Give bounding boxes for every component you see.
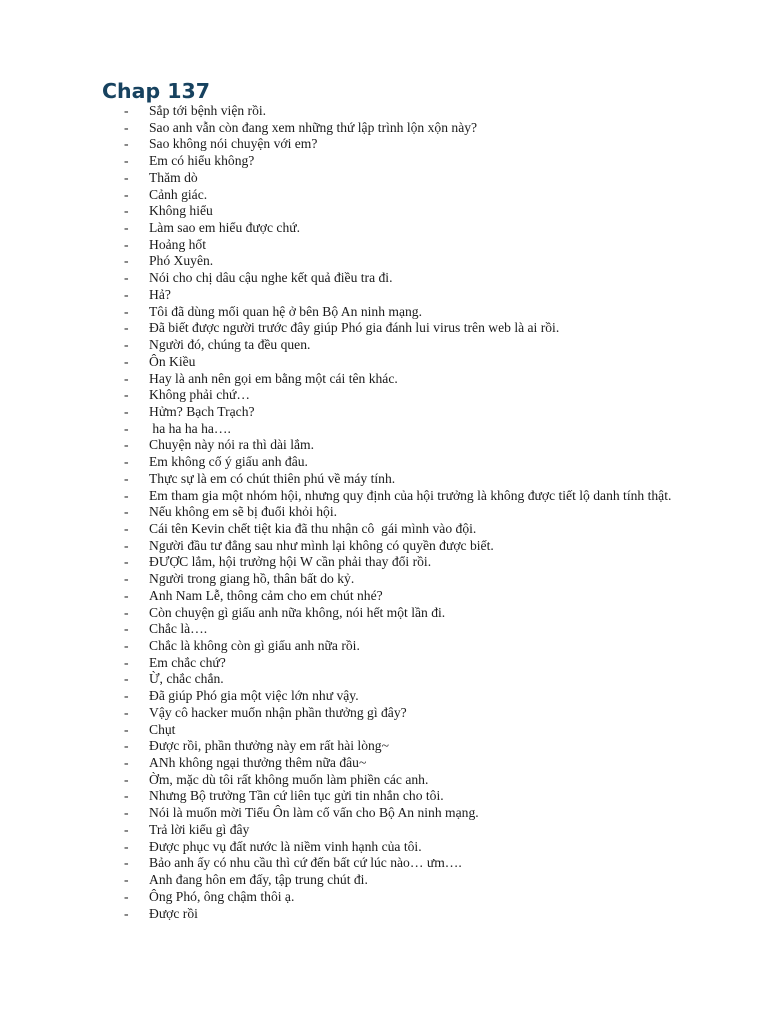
dialogue-line-text: ha ha ha ha…. xyxy=(149,420,231,436)
dialogue-line-text: Ờm, mặc dù tôi rất không muốn làm phiền các anh. xyxy=(149,771,429,787)
list-item xyxy=(0,320,768,337)
list-item xyxy=(0,270,768,287)
list-bullet-dash: - xyxy=(124,220,129,236)
list-item xyxy=(0,304,768,321)
dialogue-line-text: Nói cho chị dâu cậu nghe kết quả điều tra đi. xyxy=(149,270,393,286)
dialogue-line-text: Chụt xyxy=(149,721,176,737)
list-item xyxy=(0,554,768,571)
dialogue-line-text: Ông Phó, ông chậm thôi ạ. xyxy=(149,888,295,904)
list-item xyxy=(0,337,768,354)
list-bullet-dash: - xyxy=(124,520,129,536)
list-bullet-dash: - xyxy=(124,554,129,570)
list-item xyxy=(0,906,768,923)
list-item xyxy=(0,253,768,270)
dialogue-line-text: Sao anh vẫn còn đang xem những thứ lập trình lộn xộn này? xyxy=(149,119,478,135)
dialogue-line-text: Không phải chứ… xyxy=(149,387,250,403)
list-bullet-dash: - xyxy=(124,337,129,353)
list-bullet-dash: - xyxy=(124,103,129,118)
dialogue-line-text: Em có hiểu không? xyxy=(149,153,255,169)
dialogue-line-text: Được rồi, phần thưởng này em rất hài lòng~ xyxy=(149,738,389,754)
list-bullet-dash: - xyxy=(124,671,129,687)
dialogue-line-text: Nếu không em sẽ bị đuổi khỏi hội. xyxy=(149,504,338,520)
dialogue-line-text: Vậy cô hacker muốn nhận phần thưởng gì đây? xyxy=(149,704,407,720)
dialogue-line-text: Được rồi xyxy=(149,905,198,921)
list-item xyxy=(0,705,768,722)
dialogue-line-text: Thăm dò xyxy=(149,169,198,185)
list-item xyxy=(0,437,768,454)
dialogue-line-text: Anh Nam Lễ, thông cảm cho em chút nhé? xyxy=(149,587,383,603)
list-bullet-dash: - xyxy=(124,186,129,202)
dialogue-line-text: Hay là anh nên gọi em bằng một cái tên khác. xyxy=(149,370,398,386)
list-item xyxy=(0,153,768,170)
list-bullet-dash: - xyxy=(124,303,129,319)
dialogue-line-text: Người trong giang hồ, thân bất do kỷ. xyxy=(149,571,355,587)
dialogue-line-text: Ôn Kiều xyxy=(149,353,196,369)
list-item xyxy=(0,538,768,555)
list-item xyxy=(0,220,768,237)
list-item xyxy=(0,839,768,856)
list-item xyxy=(0,571,768,588)
dialogue-line-text: Cái tên Kevin chết tiệt kia đã thu nhận cô gái mình vào đội. xyxy=(149,520,477,536)
dialogue-line-text: Người đầu tư đẳng sau như mình lại không có quyền được biết. xyxy=(149,537,494,553)
list-bullet-dash: - xyxy=(124,403,129,419)
list-bullet-dash: - xyxy=(124,136,129,152)
list-item xyxy=(0,471,768,488)
dialogue-line-text: Cảnh giác. xyxy=(149,186,208,202)
dialogue-line-text: Nhưng Bộ trưởng Tần cứ liên tục gửi tin nhắn cho tôi. xyxy=(149,788,444,804)
list-bullet-dash: - xyxy=(124,788,129,804)
list-item xyxy=(0,371,768,388)
chapter-title: Chap 137 xyxy=(102,79,211,103)
list-item xyxy=(0,621,768,638)
list-bullet-dash: - xyxy=(124,721,129,737)
list-item xyxy=(0,671,768,688)
list-bullet-dash: - xyxy=(124,470,129,486)
dialogue-line-text: Trả lời kiểu gì đây xyxy=(149,821,250,837)
dialogue-line-text: Em không cố ý giấu anh đâu. xyxy=(149,454,308,470)
list-bullet-dash: - xyxy=(124,504,129,520)
dialogue-line-text: Được phục vụ đất nước là niềm vinh hạnh của tôi. xyxy=(149,838,422,854)
list-item xyxy=(0,588,768,605)
list-item xyxy=(0,788,768,805)
list-bullet-dash: - xyxy=(124,638,129,653)
dialogue-line-text: Làm sao em hiểu được chứ. xyxy=(149,220,301,236)
list-item xyxy=(0,722,768,739)
list-item xyxy=(0,855,768,872)
list-bullet-dash: - xyxy=(124,169,129,185)
dialogue-line-text: Bảo anh ấy có nhu cầu thì cứ đến bất cứ lúc nào… ưm…. xyxy=(149,855,462,871)
dialogue-line-text: Hoảng hốt xyxy=(149,236,207,252)
dialogue-line-text: ĐƯỢC lắm, hội trưởng hội W cần phải thay đổi rồi. xyxy=(149,554,432,570)
dialogue-line-text: Chắc là không còn gì giấu anh nữa rồi. xyxy=(149,638,360,653)
list-bullet-dash: - xyxy=(124,755,129,771)
list-item xyxy=(0,772,768,789)
list-bullet-dash: - xyxy=(124,203,129,219)
list-item xyxy=(0,354,768,371)
list-item xyxy=(0,872,768,889)
list-bullet-dash: - xyxy=(124,821,129,837)
list-bullet-dash: - xyxy=(124,370,129,386)
list-bullet-dash: - xyxy=(124,688,129,704)
list-bullet-dash: - xyxy=(124,888,129,904)
list-bullet-dash: - xyxy=(124,905,129,921)
list-item xyxy=(0,521,768,538)
list-bullet-dash: - xyxy=(124,872,129,888)
dialogue-line-text: Anh đang hôn em đấy, tập trung chút đi. xyxy=(149,872,368,888)
dialogue-line-text: Phó Xuyên. xyxy=(149,253,214,269)
list-item xyxy=(0,237,768,254)
dialogue-line-text: Hửm? Bạch Trạch? xyxy=(149,403,255,419)
list-bullet-dash: - xyxy=(124,236,129,252)
list-item xyxy=(0,187,768,204)
list-item xyxy=(0,387,768,404)
list-bullet-dash: - xyxy=(124,353,129,369)
list-item xyxy=(0,120,768,137)
list-item xyxy=(0,805,768,822)
list-bullet-dash: - xyxy=(124,855,129,871)
list-bullet-dash: - xyxy=(124,437,129,453)
list-bullet-dash: - xyxy=(124,487,129,503)
list-bullet-dash: - xyxy=(124,704,129,720)
dialogue-line-text: Hả? xyxy=(149,286,171,302)
list-item xyxy=(0,454,768,471)
dialogue-line-text: Chắc là…. xyxy=(149,621,208,637)
list-bullet-dash: - xyxy=(124,738,129,754)
list-item xyxy=(0,488,768,505)
dialogue-line-text: Đã giúp Phó gia một việc lớn như vậy. xyxy=(149,688,359,704)
dialogue-line-text: Đã biết được người trước đây giúp Phó gia đánh lui virus trên web là ai rồi. xyxy=(149,320,560,336)
list-bullet-dash: - xyxy=(124,621,129,637)
list-bullet-dash: - xyxy=(124,153,129,169)
list-item xyxy=(0,136,768,153)
list-item xyxy=(0,738,768,755)
dialogue-line-text: Không hiểu xyxy=(149,203,213,219)
list-bullet-dash: - xyxy=(124,320,129,336)
list-item xyxy=(0,421,768,438)
list-bullet-dash: - xyxy=(124,587,129,603)
list-bullet-dash: - xyxy=(124,119,129,135)
list-item xyxy=(0,203,768,220)
list-bullet-dash: - xyxy=(124,571,129,587)
dialogue-line-text: Sao không nói chuyện với em? xyxy=(149,136,318,152)
list-bullet-dash: - xyxy=(124,454,129,470)
dialogue-list xyxy=(0,103,768,922)
list-bullet-dash: - xyxy=(124,420,129,436)
list-item xyxy=(0,755,768,772)
list-item xyxy=(0,605,768,622)
list-item xyxy=(0,822,768,839)
list-bullet-dash: - xyxy=(124,805,129,821)
dialogue-line-text: Sắp tới bệnh viện rồi. xyxy=(149,103,267,118)
list-item xyxy=(0,170,768,187)
dialogue-line-text: Thực sự là em có chút thiên phú về máy tính. xyxy=(149,470,396,486)
list-item xyxy=(0,889,768,906)
dialogue-line-text: Còn chuyện gì giấu anh nữa không, nói hết một lần đi. xyxy=(149,604,446,620)
list-item xyxy=(0,404,768,421)
dialogue-line-text: Người đó, chúng ta đều quen. xyxy=(149,337,311,353)
dialogue-line-text: Nói là muốn mời Tiểu Ôn làm cố vấn cho Bộ An ninh mạng. xyxy=(149,805,479,821)
list-bullet-dash: - xyxy=(124,771,129,787)
list-bullet-dash: - xyxy=(124,387,129,403)
list-bullet-dash: - xyxy=(124,654,129,670)
list-bullet-dash: - xyxy=(124,604,129,620)
list-item xyxy=(0,504,768,521)
dialogue-line-text: Em chắc chứ? xyxy=(149,654,226,670)
list-bullet-dash: - xyxy=(124,270,129,286)
dialogue-line-text: Ừ, chắc chắn. xyxy=(149,671,224,687)
list-bullet-dash: - xyxy=(124,537,129,553)
list-bullet-dash: - xyxy=(124,286,129,302)
list-bullet-dash: - xyxy=(124,838,129,854)
list-bullet-dash: - xyxy=(124,253,129,269)
list-item xyxy=(0,638,768,655)
dialogue-line-text: Tôi đã dùng mối quan hệ ở bên Bộ An ninh mạng. xyxy=(149,303,422,319)
list-item xyxy=(0,287,768,304)
dialogue-line-text: ANh không ngại thưởng thêm nữa đâu~ xyxy=(149,755,367,771)
list-item xyxy=(0,103,768,120)
dialogue-line-text: Em tham gia một nhóm hội, nhưng quy định của hội trưởng là không được tiết lộ danh tính thật. xyxy=(149,487,672,503)
list-item xyxy=(0,655,768,672)
dialogue-line-text: Chuyện này nói ra thì dài lắm. xyxy=(149,437,314,453)
list-item xyxy=(0,688,768,705)
